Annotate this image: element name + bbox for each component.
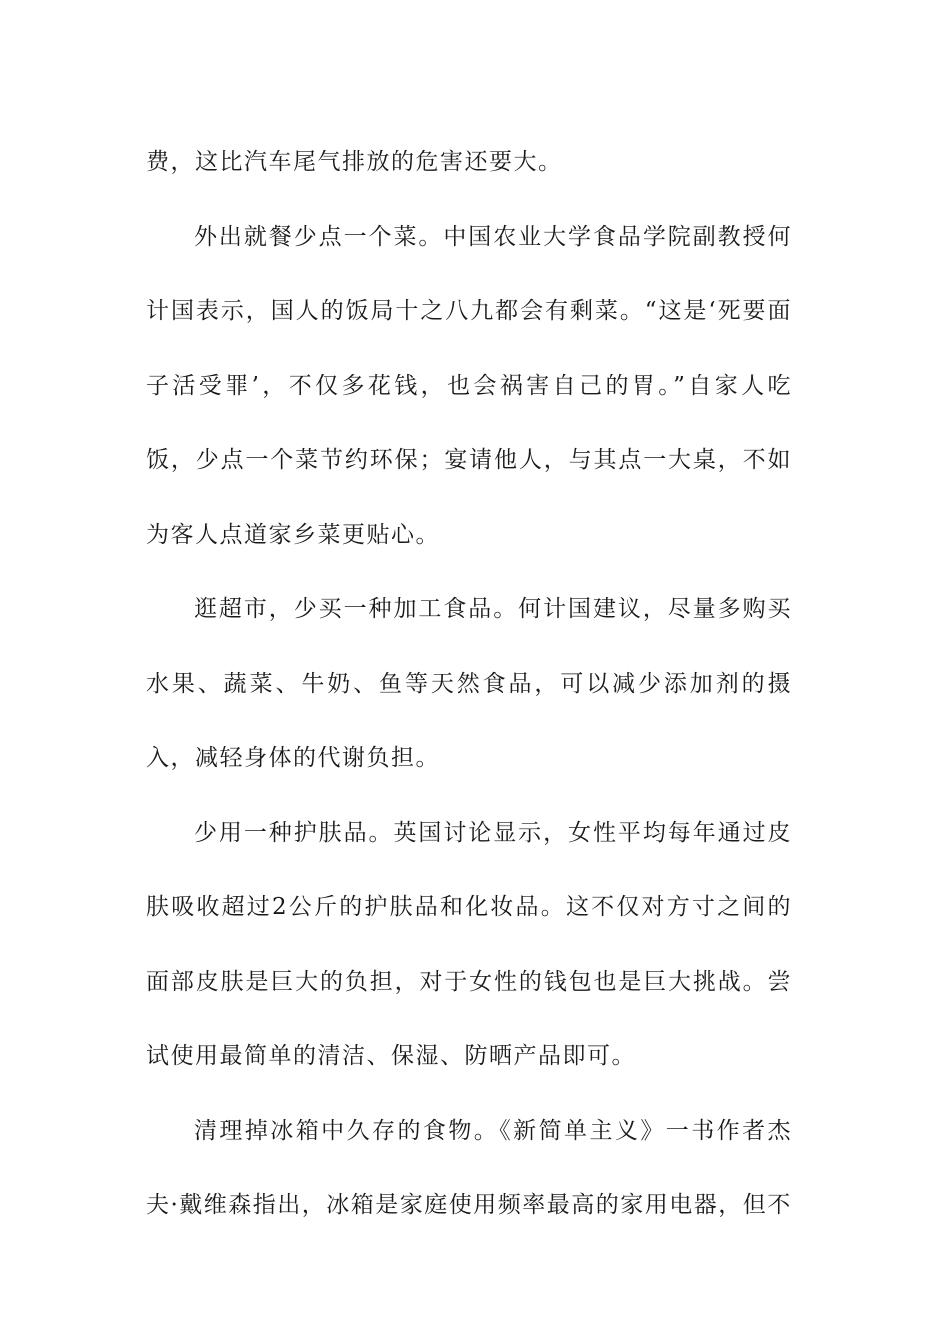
- paragraph-fridge: 清理掉冰箱中久存的食物。《新简单主义》一书作者杰夫·戴维森指出，冰箱是家庭使用频率最高的家用电器，但不: [146, 1117, 792, 1218]
- paragraph-skincare: 少用一种护肤品。英国讨论显示，女性平均每年通过皮肤吸收超过2公斤的护肤品和化妆品。这不仅对方寸之间的面部皮肤是巨大的负担，对于女性的钱包也是巨大挑战。尝试使用最简单的清洁、保湿、防晒产品即可。: [146, 819, 792, 1069]
- paragraph-continuation: 费，这比汽车尾气排放的危害还要大。: [146, 149, 563, 175]
- paragraph-dining-out: 外出就餐少点一个菜。中国农业大学食品学院副教授何计国表示，国人的饭局十之八九都会有剩菜。“这是‘死要面子活受罪’，不仅多花钱，也会祸害自己的胃。”自家人吃饭，少点一个菜节约环保；宴请他人，与其点一大桌，不如为客人点道家乡菜更贴心。: [146, 223, 792, 548]
- document-body: [146, 125, 792, 1243]
- paragraph-supermarket: 逛超市，少买一种加工食品。何计国建议，尽量多购买水果、蔬菜、牛奶、鱼等天然食品，可以减少添加剂的摄入，减轻身体的代谢负担。: [146, 596, 792, 771]
